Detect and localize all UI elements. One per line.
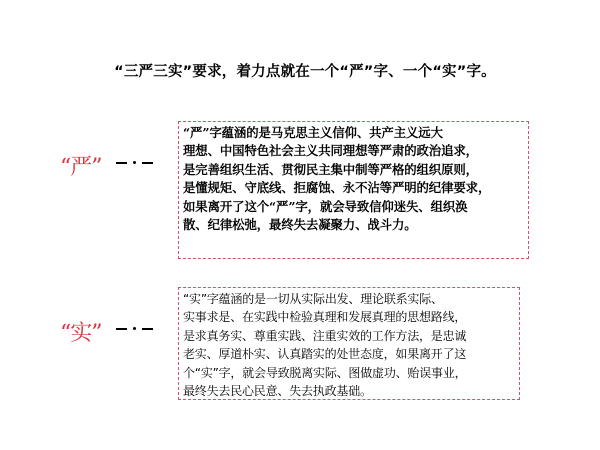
connector-dash — [142, 162, 153, 164]
connector-dash — [116, 162, 127, 164]
connector-dot — [133, 161, 136, 164]
connector-dash — [116, 328, 127, 330]
text-box-shi: “实”字蕴涵的是一切从实际出发、理论联系实际、 实事求是、在实践中检验真理和发展真理的思想路线， 是求真务实、尊重实践、注重实效的工作方法，是忠诚 老实、厚道朴实、认真踏实的处世态度，如果离开了这 个“实”字，就会导致脱离实际、图做虚功、贻误事业， 最终失去民心民意、失去执政基础。 — [178, 287, 520, 400]
text-box-yan: “严”字蕴涵的是马克思主义信仰、共产主义远大 理想、中国特色社会主义共同理想等严肃的政治追求， 是完善组织生活、贯彻民主集中制等严格的组织原则， 是懂规矩、守底线、拒腐蚀、永不沾等严明的纪律要求， 如果离开了这个“严”字，就会导致信仰迷失、组织涣 散、纪律松弛，最终失去凝聚力、战斗力。 — [178, 121, 529, 259]
label-yan: “严” — [60, 155, 102, 180]
connector-dash — [142, 328, 153, 330]
connector-yan — [116, 161, 153, 164]
connector-shi — [116, 327, 153, 330]
slide-headline: “三严三实”要求，着力点就在一个“严”字、一个“实”字。 — [114, 64, 496, 80]
connector-dot — [133, 327, 136, 330]
label-shi: “实” — [60, 321, 102, 346]
